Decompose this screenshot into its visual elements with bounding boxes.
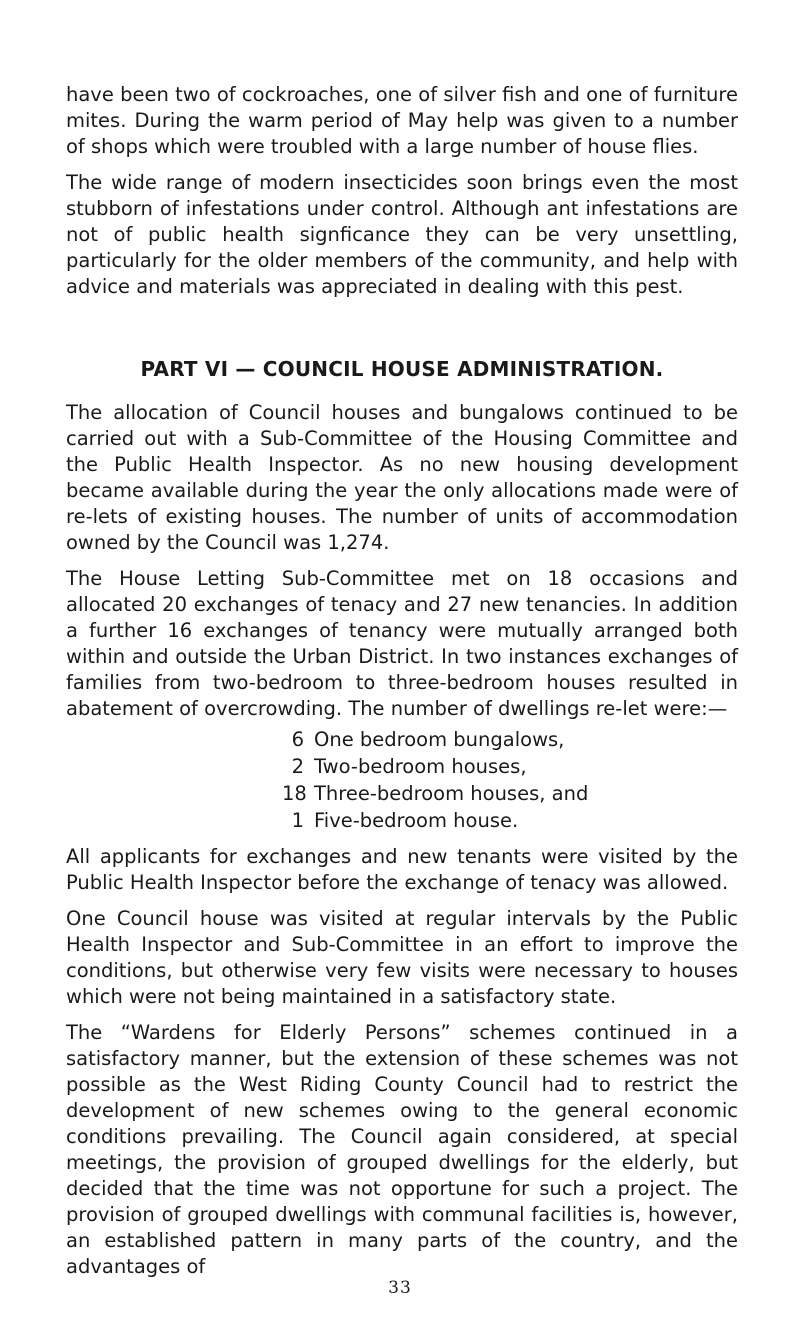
relet-count: 1	[291, 809, 304, 832]
paragraph-council-house-visits: One Council house was visited at regular intervals by the Public Health Inspector and Sub-Committee in an effort to improve the conditions, but otherwise very few visits were necessary to houses which were not being maintained in a satisfactory state.	[66, 907, 738, 1008]
relet-count: 2	[291, 755, 304, 778]
relet-type: Five-bedroom house.	[314, 809, 519, 832]
list-item	[282, 753, 738, 780]
relet-type: Two-bedroom houses,	[314, 755, 527, 778]
relet-count: 18	[282, 782, 307, 805]
relet-count: 6	[291, 728, 304, 751]
paragraph-letting-committee: The House Letting Sub-Committee met on 18 occasions and allocated 20 exchanges of tenacy and 27 new tenancies. In addition a further 16 exchanges of tenancy were mutually arranged both within and outside the Urban District. In two instances exchanges of families from two-bedroom to three-bedroom houses resulted in abatement of overcrowding. The number of dwellings re-let were:—	[66, 567, 738, 720]
paragraph-pest-visits: have been two of cockroaches, one of silver fish and one of furniture mites. During the warm period of May help was given to a number of shops which were troubled with a large number of house flies.	[66, 83, 738, 158]
page-body	[66, 82, 738, 1280]
relet-type: Three-bedroom houses, and	[314, 782, 589, 805]
paragraph-applicants: All applicants for exchanges and new tenants were visited by the Public Health Inspector before the exchange of tenacy was allowed.	[66, 845, 738, 894]
list-item	[282, 780, 738, 807]
paragraph-allocation: The allocation of Council houses and bungalows continued to be carried out with a Sub-Committee of the Housing Committee and the Public Health Inspector. As no new housing development became available during the year the only allocations made were of re-lets of existing houses. The number of units of accommodation owned by the Council was 1,274.	[66, 401, 738, 554]
paragraph-wardens-schemes: The “Wardens for Elderly Persons” schemes continued in a satisfactory manner, but the extension of these schemes was not possible as the West Riding County Council had to restrict the development of new schemes owing to the general economic conditions prevailing. The Council again considered, at special meetings, the provision of grouped dwellings for the elderly, but decided that the time was not opportune for such a project. The provision of grouped dwellings with communal facilities is, however, an established pattern in many parts of the country, and the advantages of	[66, 1021, 738, 1278]
page-number: 33	[388, 1278, 412, 1298]
list-item	[282, 807, 738, 834]
relet-type: One bedroom bungalows,	[314, 728, 565, 751]
paragraph-insecticides: The wide range of modern insecticides soon brings even the most stubborn of infestations under control. Although ant infestations are not of public health signficance they can be very unsettling, particularly for the older members of the community, and help with advice and materials was appreciated in dealing with this pest.	[66, 171, 738, 298]
list-item	[282, 726, 738, 753]
section-heading: PART VI — COUNCIL HOUSE ADMINISTRATION.	[140, 357, 664, 381]
relets-list	[66, 726, 738, 834]
